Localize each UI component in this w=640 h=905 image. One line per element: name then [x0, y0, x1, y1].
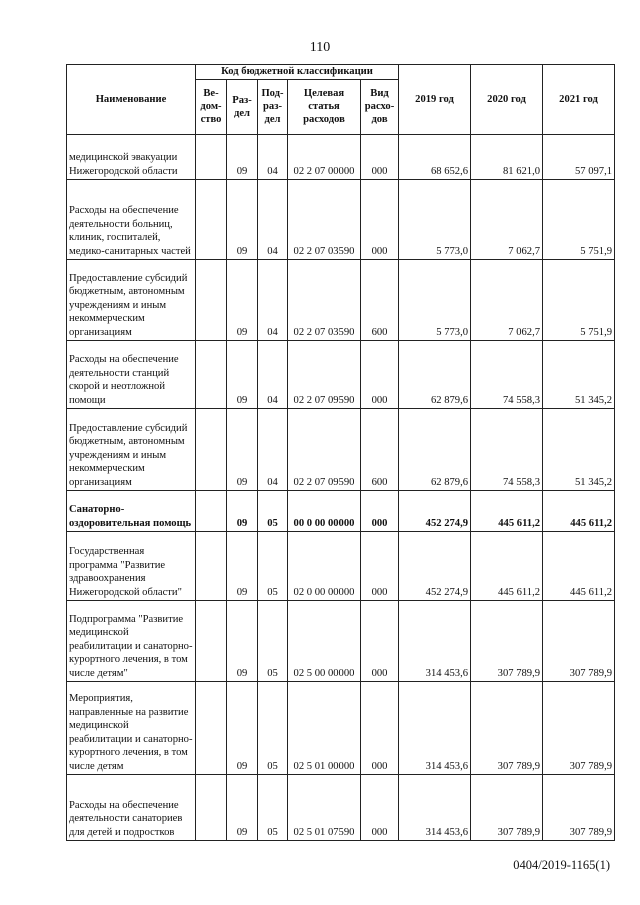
cell-2021: 307 789,9 — [543, 600, 615, 681]
cell-vid: 000 — [361, 774, 399, 840]
cell-vid: 000 — [361, 134, 399, 179]
table-row — [67, 408, 615, 490]
table-row — [67, 531, 615, 600]
cell-2020: 445 611,2 — [471, 531, 543, 600]
cell-podrazdel: 05 — [258, 774, 288, 840]
cell-2019: 62 879,6 — [399, 408, 471, 490]
cell-ved — [196, 681, 227, 774]
cell-podrazdel: 04 — [258, 408, 288, 490]
cell-2020: 307 789,9 — [471, 774, 543, 840]
cell-2021: 307 789,9 — [543, 774, 615, 840]
table-row — [67, 681, 615, 774]
cell-2019: 314 453,6 — [399, 774, 471, 840]
cell-razdel: 09 — [227, 134, 258, 179]
cell-vid: 600 — [361, 259, 399, 340]
header-razdel: Раз- дел — [227, 79, 258, 134]
cell-podrazdel: 04 — [258, 259, 288, 340]
cell-name: Расходы на обеспечение деятельности станций скорой и неотложной помощи — [67, 340, 196, 408]
cell-razdel: 09 — [227, 340, 258, 408]
cell-razdel: 09 — [227, 408, 258, 490]
cell-celevaya: 02 5 01 07590 — [288, 774, 361, 840]
cell-razdel: 09 — [227, 774, 258, 840]
cell-name: Подпрограмма "Развитие медицинской реабилитации и санаторно-курортного лечения, в том числе детям" — [67, 600, 196, 681]
cell-name: Государственная программа "Развитие здравоохранения Нижегородской области" — [67, 531, 196, 600]
cell-2020: 445 611,2 — [471, 490, 543, 531]
budget-table — [66, 64, 615, 841]
cell-2021: 307 789,9 — [543, 681, 615, 774]
cell-name: Расходы на обеспечение деятельности санаториев для детей и подростков — [67, 774, 196, 840]
cell-ved — [196, 340, 227, 408]
cell-2020: 7 062,7 — [471, 259, 543, 340]
header-code-group: Код бюджетной классификации — [196, 65, 399, 80]
table-row — [67, 179, 615, 259]
cell-podrazdel: 04 — [258, 179, 288, 259]
cell-celevaya: 00 0 00 00000 — [288, 490, 361, 531]
cell-2019: 5 773,0 — [399, 259, 471, 340]
cell-razdel: 09 — [227, 531, 258, 600]
cell-vid: 000 — [361, 600, 399, 681]
cell-ved — [196, 600, 227, 681]
header-2021: 2021 год — [543, 65, 615, 135]
header-celevaya: Целевая статья расходов — [288, 79, 361, 134]
cell-celevaya: 02 2 07 03590 — [288, 179, 361, 259]
cell-razdel: 09 — [227, 490, 258, 531]
cell-name: Санаторно-оздоровительная помощь — [67, 490, 196, 531]
cell-2020: 81 621,0 — [471, 134, 543, 179]
cell-razdel: 09 — [227, 600, 258, 681]
cell-2019: 314 453,6 — [399, 600, 471, 681]
table-body — [67, 134, 615, 840]
cell-razdel: 09 — [227, 179, 258, 259]
cell-podrazdel: 05 — [258, 490, 288, 531]
cell-ved — [196, 490, 227, 531]
cell-razdel: 09 — [227, 681, 258, 774]
cell-celevaya: 02 0 00 00000 — [288, 531, 361, 600]
page-number: 110 — [309, 40, 331, 55]
table-row — [67, 259, 615, 340]
cell-vid: 000 — [361, 531, 399, 600]
cell-2020: 74 558,3 — [471, 408, 543, 490]
cell-ved — [196, 134, 227, 179]
cell-podrazdel: 05 — [258, 681, 288, 774]
cell-name: Расходы на обеспечение деятельности больниц, клиник, госпиталей, медико-санитарных частей — [67, 179, 196, 259]
header-name: Наименование — [67, 65, 196, 135]
cell-name: Предоставление субсидий бюджетным, автономным учреждениям и иным некоммерческим организациям — [67, 259, 196, 340]
header-2020: 2020 год — [471, 65, 543, 135]
cell-name: медицинской эвакуации Нижегородской области — [67, 134, 196, 179]
cell-podrazdel: 04 — [258, 134, 288, 179]
cell-razdel: 09 — [227, 259, 258, 340]
cell-2019: 5 773,0 — [399, 179, 471, 259]
cell-2020: 307 789,9 — [471, 681, 543, 774]
table-row — [67, 774, 615, 840]
cell-celevaya: 02 2 07 03590 — [288, 259, 361, 340]
cell-2021: 51 345,2 — [543, 408, 615, 490]
cell-vid: 000 — [361, 340, 399, 408]
cell-2021: 445 611,2 — [543, 490, 615, 531]
table-row — [67, 340, 615, 408]
header-podrazdel: Под- раз- дел — [258, 79, 288, 134]
table-row — [67, 600, 615, 681]
cell-2021: 5 751,9 — [543, 179, 615, 259]
cell-podrazdel: 05 — [258, 600, 288, 681]
cell-2019: 452 274,9 — [399, 490, 471, 531]
document-code: 0404/2019-1165(1) — [513, 858, 610, 872]
cell-ved — [196, 774, 227, 840]
cell-2020: 7 062,7 — [471, 179, 543, 259]
header-2019: 2019 год — [399, 65, 471, 135]
cell-vid: 000 — [361, 490, 399, 531]
table-header — [67, 65, 615, 135]
table-row — [67, 490, 615, 531]
cell-2019: 68 652,6 — [399, 134, 471, 179]
cell-podrazdel: 04 — [258, 340, 288, 408]
cell-2021: 51 345,2 — [543, 340, 615, 408]
cell-2019: 314 453,6 — [399, 681, 471, 774]
cell-celevaya: 02 5 01 00000 — [288, 681, 361, 774]
cell-celevaya: 02 2 07 00000 — [288, 134, 361, 179]
cell-2021: 445 611,2 — [543, 531, 615, 600]
cell-2020: 307 789,9 — [471, 600, 543, 681]
cell-2021: 5 751,9 — [543, 259, 615, 340]
cell-ved — [196, 179, 227, 259]
cell-2021: 57 097,1 — [543, 134, 615, 179]
header-ved: Ве- дом- ство — [196, 79, 227, 134]
cell-vid: 000 — [361, 681, 399, 774]
cell-podrazdel: 05 — [258, 531, 288, 600]
cell-celevaya: 02 5 00 00000 — [288, 600, 361, 681]
cell-ved — [196, 531, 227, 600]
table-row — [67, 134, 615, 179]
cell-2019: 62 879,6 — [399, 340, 471, 408]
cell-vid: 000 — [361, 179, 399, 259]
cell-celevaya: 02 2 07 09590 — [288, 340, 361, 408]
cell-vid: 600 — [361, 408, 399, 490]
cell-ved — [196, 408, 227, 490]
cell-name: Мероприятия, направленные на развитие медицинской реабилитации и санаторно-курортного лечения, в том числе детям — [67, 681, 196, 774]
cell-celevaya: 02 2 07 09590 — [288, 408, 361, 490]
cell-2020: 74 558,3 — [471, 340, 543, 408]
cell-ved — [196, 259, 227, 340]
header-vid: Вид расхо- дов — [361, 79, 399, 134]
cell-name: Предоставление субсидий бюджетным, автономным учреждениям и иным некоммерческим организациям — [67, 408, 196, 490]
cell-2019: 452 274,9 — [399, 531, 471, 600]
